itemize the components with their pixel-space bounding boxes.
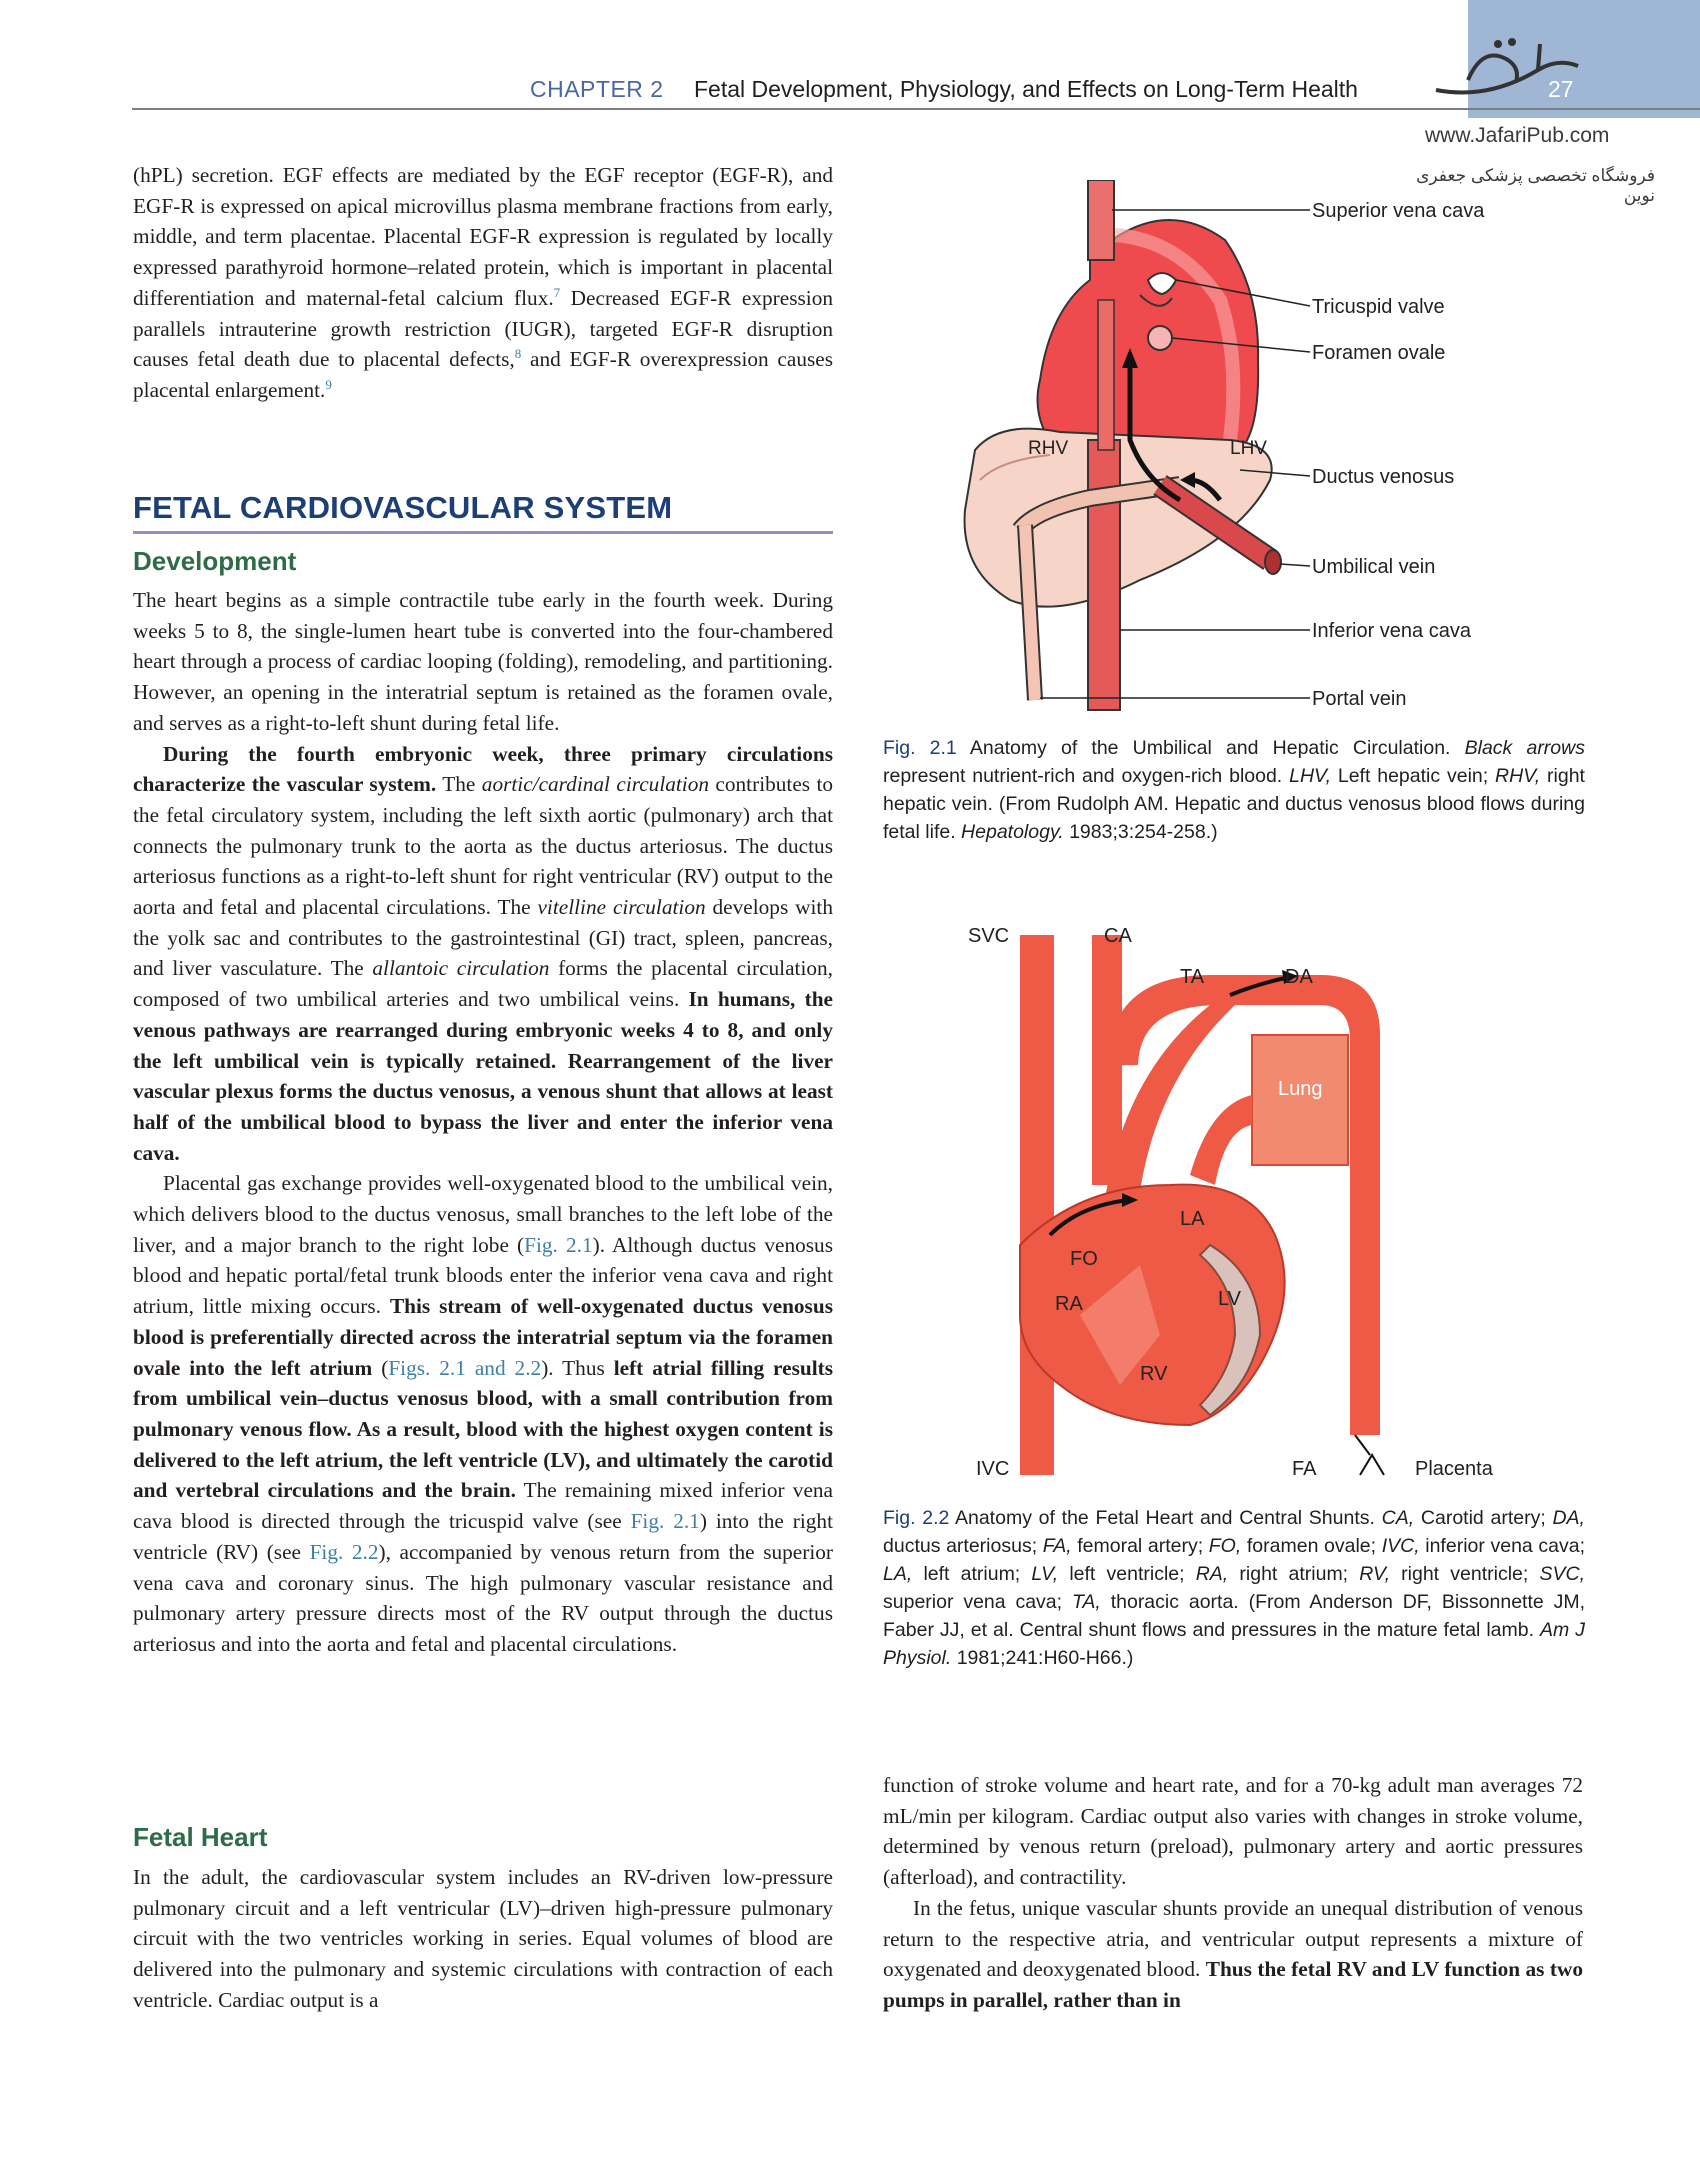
fig2-label-svc: SVC [968,925,1010,947]
fig2-label-da: DA [1285,966,1313,988]
paragraph: Placental gas exchange provides well-oxygenated blood to the umbilical vein, which delivers blood to the ductus venosus, small branches to the left lobe of the liver, and a major branch to the right lobe (Fig. 2.1). Although ductus venosus blood and hepatic portal/fetal trunk bloods enter the inferior vena cava and right atrium, little mixing occurs. This stream of well-oxygenated ductus venosus blood is preferentially directed across the interatrial septum via the foramen ovale into the left atrium (Figs. 2.1 and 2.2). Thus left atrial filling results from umbilical vein–ductus venosus blood, with a small contribution from pulmonary venous flow. As a result, blood with the highest oxygen content is delivered to the left atrium, the left ventricle (LV), and ultimately the carotid and vertebral circulations and the brain. The remaining mixed inferior vena cava blood is directed through the tricuspid valve (see Fig. 2.1) into the right ventricle (RV) (see Fig. 2.2), accompanied by venous return from the superior vena cava and coronary sinus. The high pulmonary vascular resistance and pulmonary artery pressure directs most of the RV output through the ductus arteriosus and into the aorta and fetal and placental circulations. [133,1171,833,1656]
fig2-label-fo: FO [1070,1248,1098,1270]
citation[interactable]: 9 [325,376,332,392]
intro-paragraph: (hPL) secretion. EGF effects are mediated by the EGF receptor (EGF-R), and EGF-R is expressed on apical microvillus plasma membrane fractions from early, middle, and term placentae. Placental EGF-R expression is regulated by locally expressed parathyroid hormone–related protein, which is important in placental differentiation and maternal-fetal calcium flux.$^7$ Decreased EGF-R expression parallels intrauterine growth restriction (IUGR), targeted EGF-R disruption causes fetal death due to placental defects,$^8$ and EGF-R overexpression causes placental enlargement.$^9$ [133,163,833,402]
svc-vessel [1088,180,1114,260]
fetal-heart-text [133,1862,833,2016]
fig1-label-lhv: LHV [1230,438,1267,459]
chapter-label: CHAPTER 2 [530,76,664,102]
fig2-label-lung: Lung [1278,1078,1323,1100]
fig2-label-ca: CA [1104,925,1132,947]
page-number: 27 [1548,76,1574,102]
fig1-label-rhv: RHV [1028,438,1069,459]
fig2-label-ivc: IVC [976,1458,1010,1480]
citation[interactable]: 7 [553,284,561,300]
fig2-label-la: LA [1180,1208,1205,1230]
lung-box [1252,1035,1348,1165]
fig1-label-tricuspid: Tricuspid valve [1312,296,1445,318]
development-text [133,585,833,1660]
figure-label: Fig. 2.2 [883,1507,950,1529]
publisher-name-fa: فروشگاه تخصصی پزشکی جعفری نوین [1416,166,1655,205]
fig1-label-ivc: Inferior vena cava [1312,620,1471,642]
figure-link[interactable]: Fig. 2.1 [630,1509,700,1534]
figure-link[interactable]: Fig. 2.1 [524,1232,593,1257]
paragraph: In the fetus, unique vascular shunts provide an unequal distribution of venous return to the respective atria, and ventricular output represents a mixture of oxygenated and deoxygenated blood. Thus the fetal RV and LV function as two pumps in parallel, rather than in [883,1895,1583,2012]
figure-link[interactable]: Fig. 2.2 [309,1539,379,1564]
section-rule [133,531,833,534]
paragraph: During the fourth embryonic week, three primary circulations characterize the vascular system. The aortic/cardinal circulation contributes to the fetal circulatory system, including the left sixth aortic (pulmonary) arch that connects the pulmonary trunk to the aorta as the ductus arteriosus. The ductus arteriosus functions as a right-to-left shunt for right ventricular (RV) output to the aorta and fetal and placental circulations. The vitelline circulation develops with the yolk sac and contributes to the gastrointestinal (GI) tract, spleen, pancreas, and liver vasculature. The allantoic circulation forms the placental circulation, composed of two umbilical arteries and two umbilical veins. In humans, the venous pathways are rearranged during embryonic weeks 4 to 8, and only the left umbilical vein is typically retained. Rearrangement of the liver vascular plexus forms the ductus venosus, a venous shunt that allows at least half of the umbilical blood to bypass the liver and enter the inferior vena cava. [133,741,834,1165]
fig2-label-ta: TA [1180,966,1205,988]
publisher-url[interactable]: www.JafariPub.com [1425,124,1610,147]
fig2-label-ra: RA [1055,1293,1083,1315]
fig2-label-fa: FA [1292,1458,1317,1480]
paragraph: The heart begins as a simple contractile tube early in the fourth week. During weeks 5 to 8, the single-lumen heart tube is converted into the four-chambered heart through a process of cardiac looping (folding), remodeling, and partitioning. However, an opening in the interatrial septum is retained as the foramen ovale, and serves as a right-to-left shunt during fetal life. [133,588,833,735]
citation[interactable]: 8 [514,346,522,362]
fig1-label-ductus: Ductus venosus [1312,466,1455,488]
fig2-label-placenta: Placenta [1415,1458,1493,1480]
fig1-label-portal: Portal vein [1312,688,1407,710]
fig2-label-rv: RV [1140,1363,1168,1385]
right-column-text [883,1770,1583,2016]
paragraph: In the adult, the cardiovascular system includes an RV-driven low-pressure pulmonary circuit and a left ventricular (LV)–driven high-pressure pulmonary circuit with the two ventricles working in series. Equal volumes of blood are delivered into the pulmonary and systemic circulations with contraction of each ventricle. Cardiac output is a [133,1865,833,2012]
figure-link[interactable]: Figs. 2.1 and 2.2 [388,1355,542,1380]
figure-2-2-caption: Fig. 2.2 Anatomy of the Fetal Heart and Central Shunts. CA, Carotid artery; DA, ductus arteriosus; FA, femoral artery; FO, foramen ovale; IVC, inferior vena cava; LA, left atrium; LV, left ventricle; RA, right atrium; RV, right ventricle; SVC, superior vena cava; TA, thoracic aorta. (From Anderson DF, Bissonnette JM, Faber JJ, et al. Central shunt flows and pressures in the mature fetal lamb. Am J Physiol. 1981;241:H60-H66.) [883,1507,1585,1669]
fig1-label-svc: Superior vena cava [1312,200,1485,222]
fig1-label-foramen: Foramen ovale [1312,342,1446,364]
fig1-label-umbilical: Umbilical vein [1312,556,1436,578]
fig2-label-lv: LV [1218,1288,1241,1310]
figure-2-1-illustration [940,180,1560,720]
figure-2-2-illustration [960,915,1500,1485]
svc-ivc-vessel [1020,935,1054,1475]
paragraph: function of stroke volume and heart rate, and for a 70-kg adult man averages 72 mL/min per kilogram. Cardiac output also varies with changes in stroke volume, determined by venous return (preload), pulmonary artery and aortic pressures (afterload), and contractility. [883,1773,1583,1890]
section-title: FETAL CARDIOVASCULAR SYSTEM [133,490,673,525]
ivc-vessel [1088,440,1120,710]
publisher-logo-icon [1428,30,1598,110]
subhead-development: Development [133,546,297,576]
subhead-fetal-heart: Fetal Heart [133,1822,268,1852]
running-title: Fetal Development, Physiology, and Effects on Long-Term Health [694,76,1358,102]
foramen-ovale-shape [1148,326,1172,350]
figure-2-1-caption: Fig. 2.1 Anatomy of the Umbilical and Hepatic Circulation. Black arrows represent nutrient-rich and oxygen-rich blood. LHV, Left hepatic vein; RHV, right hepatic vein. (From Rudolph AM. Hepatic and ductus venosus blood flows during fetal life. Hepatology. 1983;3:254-258.) [883,737,1585,843]
figure-label: Fig. 2.1 [883,737,957,759]
